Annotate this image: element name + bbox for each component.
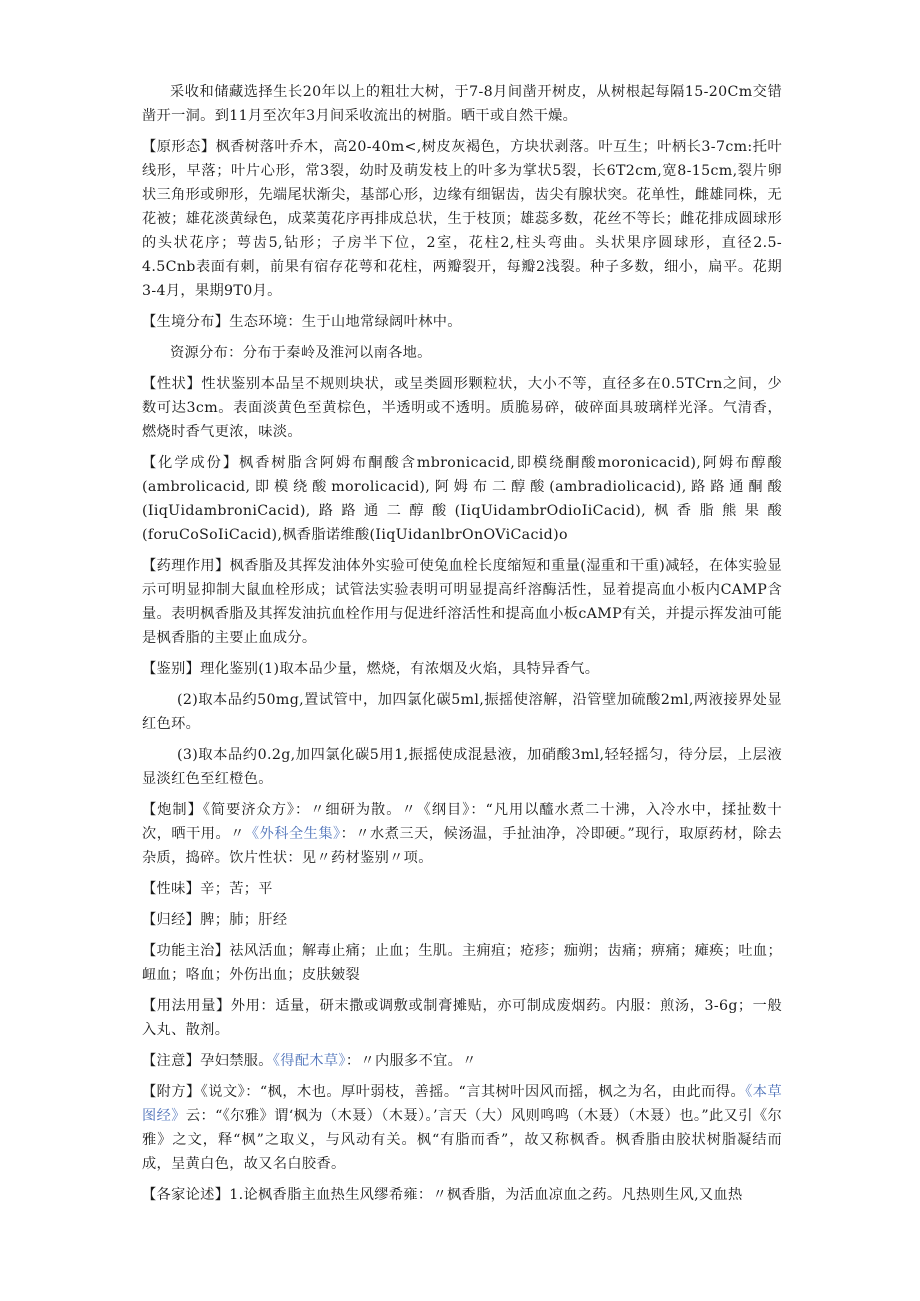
text-segment: 【化学成份】枫香树脂含阿姆布酮酸含mbronicacid,即模绕酮酸moronicacid),阿姆布醇酸(ambrolicacid,即模绕酸morolicacid),阿姆布二醇酸(ambradiolicacid),路路通酮酸(IiqUidambroniCacid),路路通二醇酸(IiqUidambrOdioIiCacid),枫香脂熊果酸(foruCoSoIiCacid),枫香脂诺维酸(IiqUidanlbrOnOViCacid)o <box>142 455 782 543</box>
text-segment: 云：“《尔雅》谓‘枫为（木聂）（木聂）。’言天（大）风则鸣鸣（木聂）（木聂）也。”此又引《尔雅》之文，释“枫”之取义，与风动有关。枫“有脂而香”，故又称枫香。枫香脂由胶状树脂凝结而成，呈黄白色，故又名白胶香。 <box>142 1108 782 1172</box>
text-segment: ：〃水煮三天，候汤温，手扯油净，冷即硬。”现行，取原药材，除去杂质，捣碎。饮片性状：见〃药材鉴别〃项。 <box>142 826 782 866</box>
reference-link[interactable]: 《得配木草》 <box>272 1053 346 1069</box>
text-segment: 【性味】辛；苦；平 <box>142 881 273 897</box>
para-habitat <box>142 310 782 334</box>
text-segment: 【炮制】《简要济众方》：〃细研为散。〃《纲目》：“凡用以醯水煮二十沸，入冷水中，揉扯数十次，晒干用。〃 <box>142 802 782 842</box>
para-taste <box>142 877 782 901</box>
para-functions <box>142 939 782 987</box>
para-chemistry <box>142 451 782 547</box>
para-processing <box>142 798 782 870</box>
text-segment: 【性状】性状鉴别本品呈不规则块状，或呈类圆形颗粒状，大小不等，直径多在0.5TCrn之间，少数可达3cm。表面淡黄色至黄棕色，半透明或不透明。质脆易碎，破碎面具玻璃样光泽。气清香，燃烧时香气更浓，味淡。 <box>142 376 782 440</box>
para-notes <box>142 1080 782 1176</box>
text-segment: 【用法用量】外用：适量，研末撒或调敷或制膏摊贴，亦可制成废烟药。内服：煎汤，3-6g；一般入丸、散剂。 <box>142 998 782 1038</box>
text-segment: (2)取本品约50mg,置试管中，加四氯化碳5ml,振摇使溶解，沿管壁加硫酸2ml,两液接界处显红色环。 <box>142 692 782 732</box>
reference-link[interactable]: 《本草图经》 <box>142 1084 783 1124</box>
para-harvest <box>142 80 782 128</box>
text-segment: 【附方】《说文》：“枫，木也。厚叶弱枝，善摇。“言其树叶因风而摇，枫之为名，由此而得。 <box>142 1084 746 1100</box>
para-identification-3 <box>142 743 782 791</box>
para-pharmacology <box>142 554 782 650</box>
reference-link[interactable]: 《外科全生集》 <box>244 826 341 842</box>
text-segment: ：〃内服多不宜。〃 <box>345 1053 477 1069</box>
para-identification <box>142 657 782 681</box>
text-segment: (3)取本品约0.2g,加四氯化碳5用1,振摇使成混悬液，加硝酸3ml,轻轻摇匀，待分层，上层液显淡红色至红橙色。 <box>142 747 782 787</box>
text-segment: 【注意】孕妇禁服。 <box>142 1053 273 1069</box>
para-dosage <box>142 994 782 1042</box>
text-segment: 【鉴别】理化鉴别(1)取本品少量，燃烧，有浓烟及火焰，具特异香气。 <box>142 661 600 677</box>
text-segment: 采收和储藏选择生长20年以上的粗壮大树，于7-8月间凿开树皮，从树根起每隔15-20Cm交错凿开一洞。到11月至次年3月间采收流出的树脂。晒干或自然干燥。 <box>142 84 782 124</box>
para-identification-2 <box>142 688 782 736</box>
text-segment: 【生境分布】生态环境：生于山地常绿阔叶林中。 <box>142 314 462 330</box>
document-page <box>142 80 782 1214</box>
para-discussion <box>142 1183 782 1207</box>
text-segment: 【药理作用】枫香脂及其挥发油体外实验可使兔血栓长度缩短和重量(湿重和干重)减轻，在体实验显示可明显抑制大鼠血栓形成；试管法实验表明可明显提高纤溶酶活性，显着提高血小板内CAMP含量。表明枫香脂及其挥发油抗血栓作用与促进纤溶活性和提高血小板cAMP有关，并提示挥发油可能是枫香脂的主要止血成分。 <box>142 558 782 646</box>
text-segment: 资源分布：分布于秦岭及淮河以南各地。 <box>170 345 432 361</box>
para-morphology <box>142 135 782 303</box>
text-segment: 【原形态】枫香树落叶乔木，高20-40m<,树皮灰褐色，方块状剥落。叶互生；叶柄长3-7cm:托叶线形，早落；叶片心形，常3裂，幼时及萌发枝上的叶多为掌状5裂，长6T2cm,宽8-15cm,裂片卵状三角形或卵形，先端尾状渐尖，基部心形，边缘有细锯齿，齿尖有腺状突。花单性，雌雄同株，无花被；雄花淡黄绿色，成菜荑花序再排成总状，生于枝顶；雄蕊多数，花丝不等长；雌花排成圆球形的头状花序；萼齿5,钻形；子房半下位，2室，花柱2,柱头弯曲。头状果序圆球形，直径2.5-4.5Cnb表面有刺，前果有宿存花萼和花柱，两瓣裂开，每瓣2浅裂。种子多数，细小，扁平。花期3-4月，果期9T0月。 <box>142 139 782 299</box>
para-distribution <box>142 341 782 365</box>
para-properties <box>142 372 782 444</box>
text-segment: 【功能主治】祛风活血；解毒止痛；止血；生肌。主痈疽；疮疹；痂朔；齿痛；痹痛；瘫痪；吐血；衄血；咯血；外伤出血；皮肤皴裂 <box>142 943 782 983</box>
para-caution <box>142 1049 782 1073</box>
text-segment: 【各家论述】1.论枫香脂主血热生风缪希雍：〃枫香脂，为活血凉血之药。凡热则生风,又血热 <box>142 1187 743 1203</box>
text-segment: 【归经】脾；肺；肝经 <box>142 912 288 928</box>
para-meridian <box>142 908 782 932</box>
